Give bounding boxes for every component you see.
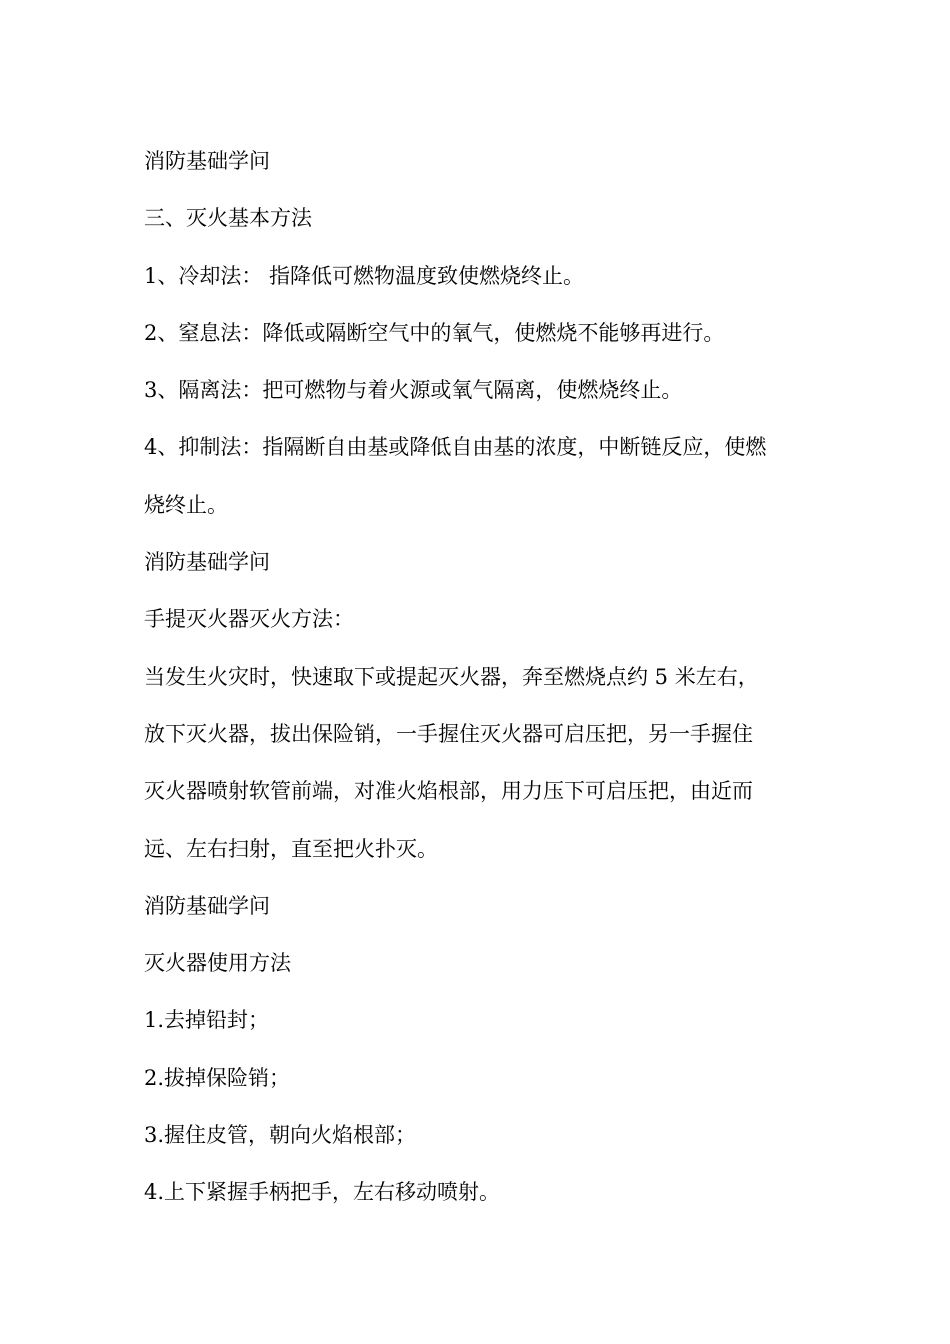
step-item: 3.握住皮管，朝向火焰根部； [144, 1123, 417, 1148]
list-item: 1、冷却法： 指降低可燃物温度致使燃烧终止。 [144, 263, 585, 288]
section-heading: 消防基础学问 [144, 149, 270, 173]
step-item: 2.拔掉保险销； [144, 1065, 291, 1090]
paragraph-line: 当发生火灾时，快速取下或提起灭火器，奔至燃烧点约 5 米左右， [144, 664, 759, 689]
paragraph-line: 灭火器喷射软管前端，对准火焰根部，用力压下可启压把，由近而 [144, 779, 753, 804]
section-heading: 消防基础学问 [144, 893, 270, 918]
document-body [144, 133, 808, 1222]
list-item-continuation: 烧终止。 [144, 492, 228, 517]
subsection-heading: 灭火器使用方法 [144, 951, 291, 976]
paragraph-line: 远、左右扫射，直至把火扑灭。 [144, 836, 438, 861]
subsection-heading: 三、灭火基本方法 [144, 206, 312, 231]
list-item: 4、抑制法：指隔断自由基或降低自由基的浓度，中断链反应，使燃 [144, 435, 767, 460]
step-item: 1.去掉铅封； [144, 1008, 270, 1033]
section-heading: 消防基础学问 [144, 550, 270, 575]
subsection-heading: 手提灭火器灭火方法： [144, 607, 354, 632]
step-item: 4.上下紧握手柄把手，左右移动喷射。 [144, 1180, 501, 1205]
list-item: 2、窒息法：降低或隔断空气中的氧气，使燃烧不能够再进行。 [144, 320, 725, 345]
list-item: 3、隔离法：把可燃物与着火源或氧气隔离，使燃烧终止。 [144, 378, 683, 403]
paragraph-line: 放下灭火器，拔出保险销，一手握住灭火器可启压把，另一手握住 [144, 721, 753, 746]
